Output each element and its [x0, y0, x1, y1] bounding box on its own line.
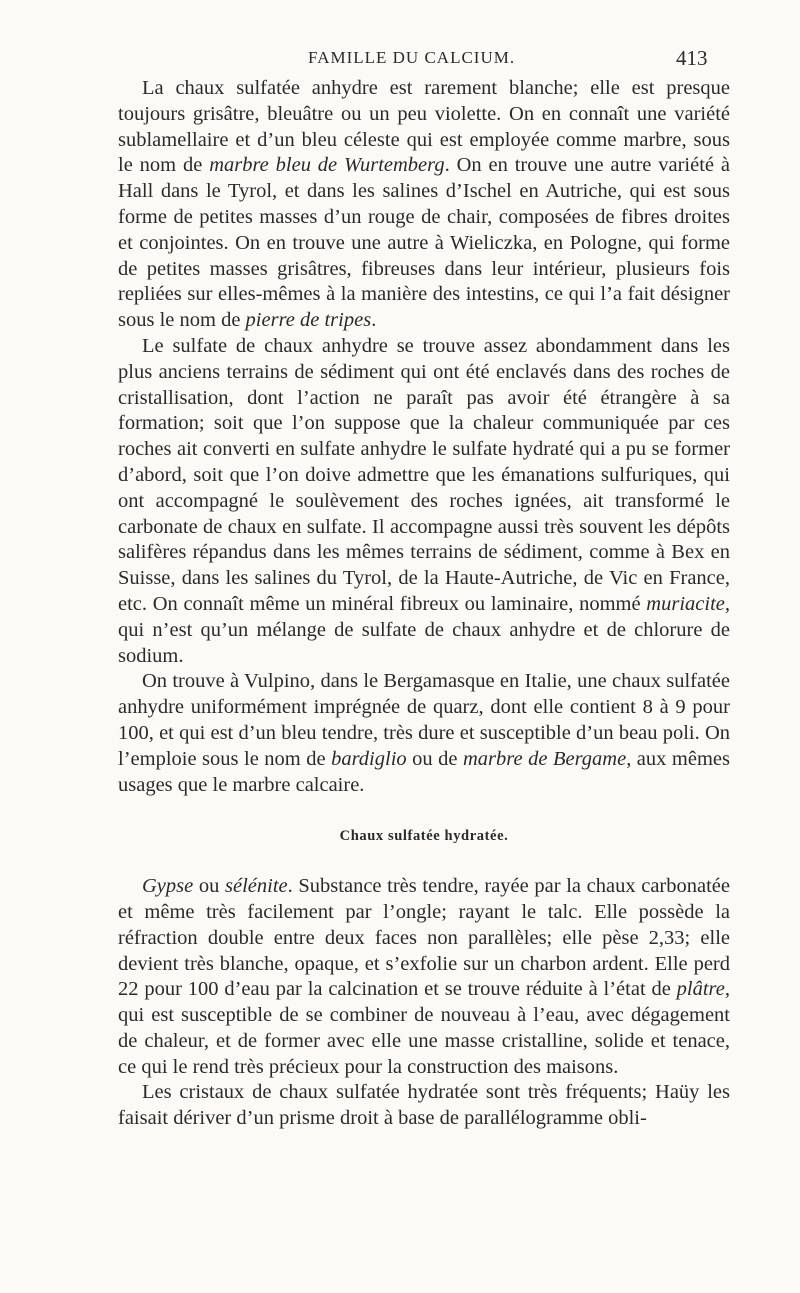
- section-hydratee: [118, 874, 730, 1132]
- term-platre: plâtre: [676, 978, 725, 1001]
- paragraph-anhydre-occurrence: Le sulfate de chaux anhydre se trouve assez abondamment dans les plus anciens terrains de sédiment qui ont été enclavés dans des roches de cristallisation, dont l’action ne paraît pas avoir été étrangère à sa formation; soit que l’on suppose que la chaleur communiquée par ces roches ait converti en sulfate anhydre le sulfate hydraté qui a pu se former d’abord, soit que l’on doive admettre que les émanations sulfuriques, qui ont accompagné le soulèvement des roches ignées, ait transformé le carbonate de chaux en sulfate. Il accompagne aussi très souvent les dépôts salifères répandus dans les mêmes terrains de sédiment, comme à Bex en Suisse, dans les salines du Tyrol, de la Haute-Autriche, de Vic en France, etc. On connaît même un minéral fibreux ou laminaire, nommé muriacite, qui n’est qu’un mélange de sulfate de chaux anhydre et de chlorure de sodium.: [118, 334, 730, 667]
- paragraph-cristaux: Les cristaux de chaux sulfatée hydratée sont très fréquents; Haüy les faisait dériver d’un prisme droit à base de parallélogramme obli-: [118, 1081, 730, 1130]
- main-text: [118, 76, 730, 1132]
- running-header: [0, 46, 800, 76]
- term-gypse: Gypse: [142, 875, 194, 898]
- term-selenite: sélénite: [225, 875, 288, 898]
- paragraph-gypse: Gypse ou sélénite. Substance très tendre, rayée par la chaux carbonatée et même très facilement par l’ongle; rayant le talc. Elle possède la réfraction double entre deux faces non parallèles; elle pèse 2,33; elle devient très blanche, opaque, et s’exfolie sur un charbon ardent. Elle perd 22 pour 100 d’eau par la calcination et se trouve réduite à l’état de plâtre, qui est susceptible de se combiner de nouveau à l’eau, avec dégagement de chaleur, et de former avec elle une masse cristalline, solide et tenace, ce qui le rend très précieux pour la construction des maisons.: [118, 875, 731, 1078]
- section-heading: Chaux sulfatée hydratée.: [339, 828, 509, 845]
- term-pierre-de-tripes: pierre de tripes: [245, 309, 372, 332]
- term-marbre-de-bergame: marbre de Bergame: [463, 747, 627, 770]
- paragraph-bardiglio: On trouve à Vulpino, dans le Bergamasque en Italie, une chaux sulfatée anhydre uniformément imprégnée de quarz, dont elle contient 8 à 9 pour 100, et qui est d’un bleu tendre, très dure et susceptible d’un beau poli. On l’emploie sous le nom de bardiglio ou de marbre de Bergame, aux mêmes usages que le marbre calcaire.: [118, 670, 730, 796]
- running-title: FAMILLE DU CALCIUM.: [308, 48, 516, 67]
- term-marbre-bleu: marbre bleu de Wurtemberg: [209, 154, 445, 177]
- paragraph-anhydre-varieties: La chaux sulfatée anhydre est rarement blanche; elle est presque toujours grisâtre, bleuâtre ou un peu violette. On en connaît une variété sublamellaire et d’un bleu céleste qui est employée comme marbre, sous le nom de marbre bleu de Wurtemberg. On en trouve une autre variété à Hall dans le Tyrol, et dans les salines d’Ischel en Autriche, qui est sous forme de petites masses d’un rouge de chair, composées de fibres droites et conjointes. On en trouve une autre à Wieliczka, en Pologne, qui forme de petites masses grisâtres, fibreuses dans leur intérieur, plusieurs fois repliées sur elles-mêmes à la manière des intestins, ce qui l’a fait désigner sous le nom de pierre de tripes.: [118, 77, 730, 332]
- term-bardiglio: bardiglio: [331, 747, 407, 770]
- page-number: 413: [676, 46, 708, 70]
- term-muriacite: muriacite: [646, 592, 725, 615]
